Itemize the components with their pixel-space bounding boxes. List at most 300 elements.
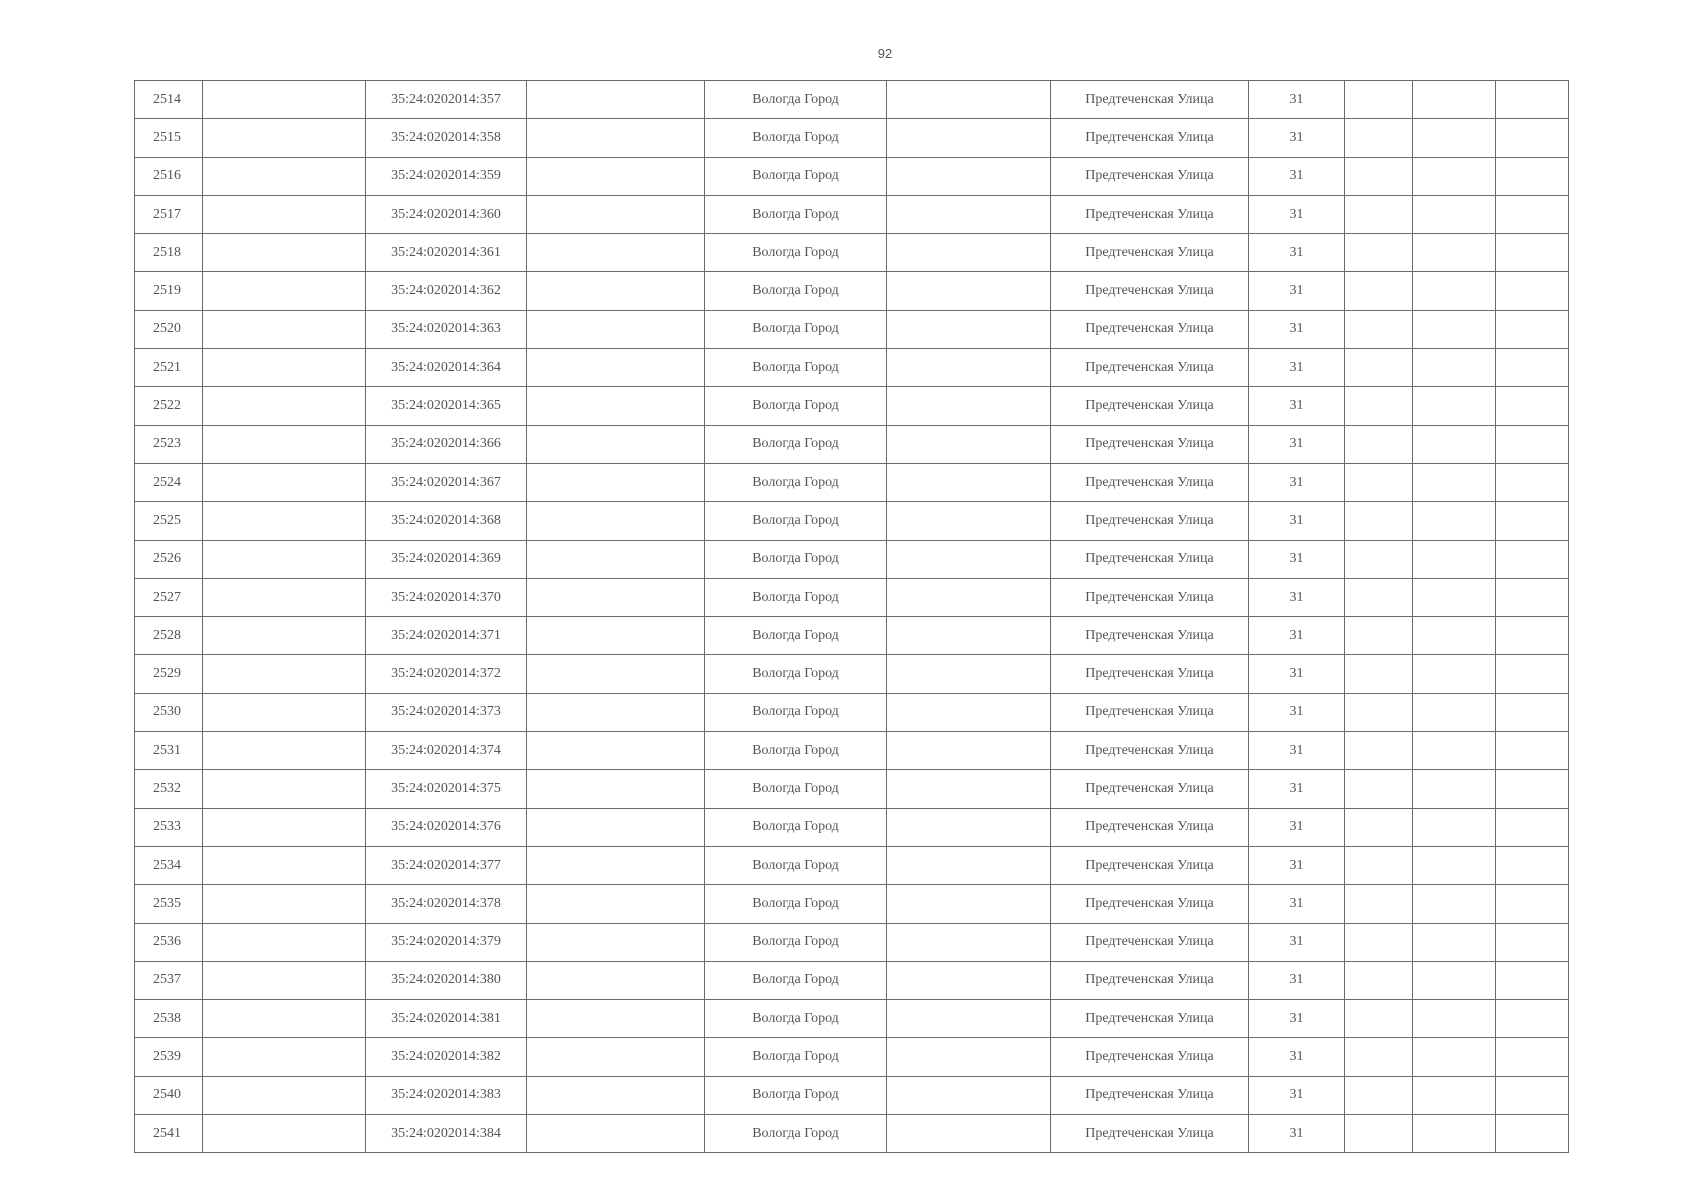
house-number-cell: 31	[1249, 234, 1345, 272]
empty-cell	[1496, 655, 1569, 693]
empty-cell	[1496, 617, 1569, 655]
empty-cell	[887, 885, 1051, 923]
city-cell: Вологда Город	[705, 1038, 887, 1076]
empty-cell	[1345, 770, 1413, 808]
row-number-cell: 2530	[135, 693, 203, 731]
empty-cell	[1496, 808, 1569, 846]
cadastral-number-cell: 35:24:0202014:380	[366, 961, 527, 999]
empty-cell	[1496, 846, 1569, 884]
house-number-cell: 31	[1249, 387, 1345, 425]
empty-cell	[887, 272, 1051, 310]
empty-cell	[203, 81, 366, 119]
empty-cell	[1496, 770, 1569, 808]
row-number-cell: 2539	[135, 1038, 203, 1076]
empty-cell	[1496, 1076, 1569, 1114]
street-cell: Предтеченская Улица	[1051, 732, 1249, 770]
row-number-cell: 2540	[135, 1076, 203, 1114]
empty-cell	[203, 540, 366, 578]
empty-cell	[527, 1000, 705, 1038]
empty-cell	[1413, 923, 1496, 961]
empty-cell	[203, 349, 366, 387]
empty-cell	[887, 846, 1051, 884]
empty-cell	[1345, 732, 1413, 770]
empty-cell	[1413, 463, 1496, 501]
cadastral-number-cell: 35:24:0202014:357	[366, 81, 527, 119]
empty-cell	[527, 655, 705, 693]
empty-cell	[203, 1000, 366, 1038]
cadastral-number-cell: 35:24:0202014:369	[366, 540, 527, 578]
street-cell: Предтеченская Улица	[1051, 578, 1249, 616]
city-cell: Вологда Город	[705, 655, 887, 693]
city-cell: Вологда Город	[705, 387, 887, 425]
street-cell: Предтеченская Улица	[1051, 195, 1249, 233]
empty-cell	[887, 425, 1051, 463]
empty-cell	[203, 617, 366, 655]
page-number: 92	[877, 46, 893, 61]
empty-cell	[1345, 617, 1413, 655]
empty-cell	[1496, 578, 1569, 616]
empty-cell	[1345, 463, 1413, 501]
empty-cell	[203, 234, 366, 272]
empty-cell	[527, 81, 705, 119]
cadastral-number-cell: 35:24:0202014:370	[366, 578, 527, 616]
empty-cell	[527, 157, 705, 195]
cadastral-number-cell: 35:24:0202014:384	[366, 1115, 527, 1153]
cadastral-number-cell: 35:24:0202014:378	[366, 885, 527, 923]
street-cell: Предтеченская Улица	[1051, 157, 1249, 195]
empty-cell	[527, 425, 705, 463]
empty-cell	[1496, 349, 1569, 387]
row-number-cell: 2514	[135, 81, 203, 119]
street-cell: Предтеченская Улица	[1051, 846, 1249, 884]
empty-cell	[1413, 655, 1496, 693]
empty-cell	[1345, 387, 1413, 425]
street-cell: Предтеченская Улица	[1051, 119, 1249, 157]
empty-cell	[527, 578, 705, 616]
row-number-cell: 2537	[135, 961, 203, 999]
empty-cell	[1496, 119, 1569, 157]
house-number-cell: 31	[1249, 885, 1345, 923]
table-row	[135, 732, 1569, 770]
empty-cell	[1496, 961, 1569, 999]
empty-cell	[203, 1076, 366, 1114]
empty-cell	[527, 502, 705, 540]
cadastral-number-cell: 35:24:0202014:373	[366, 693, 527, 731]
empty-cell	[203, 157, 366, 195]
cadastral-number-cell: 35:24:0202014:363	[366, 310, 527, 348]
row-number-cell: 2515	[135, 119, 203, 157]
empty-cell	[1413, 732, 1496, 770]
empty-cell	[203, 961, 366, 999]
row-number-cell: 2536	[135, 923, 203, 961]
house-number-cell: 31	[1249, 310, 1345, 348]
empty-cell	[1413, 693, 1496, 731]
empty-cell	[203, 693, 366, 731]
empty-cell	[1345, 502, 1413, 540]
table-body	[135, 81, 1569, 1153]
city-cell: Вологда Город	[705, 540, 887, 578]
city-cell: Вологда Город	[705, 310, 887, 348]
empty-cell	[1345, 923, 1413, 961]
empty-cell	[887, 578, 1051, 616]
street-cell: Предтеченская Улица	[1051, 885, 1249, 923]
empty-cell	[887, 387, 1051, 425]
empty-cell	[1413, 1000, 1496, 1038]
cadastral-number-cell: 35:24:0202014:366	[366, 425, 527, 463]
empty-cell	[887, 234, 1051, 272]
house-number-cell: 31	[1249, 349, 1345, 387]
street-cell: Предтеченская Улица	[1051, 272, 1249, 310]
house-number-cell: 31	[1249, 195, 1345, 233]
empty-cell	[203, 808, 366, 846]
house-number-cell: 31	[1249, 923, 1345, 961]
street-cell: Предтеченская Улица	[1051, 923, 1249, 961]
city-cell: Вологда Город	[705, 234, 887, 272]
empty-cell	[1345, 540, 1413, 578]
house-number-cell: 31	[1249, 617, 1345, 655]
street-cell: Предтеченская Улица	[1051, 349, 1249, 387]
empty-cell	[527, 119, 705, 157]
empty-cell	[887, 923, 1051, 961]
empty-cell	[887, 808, 1051, 846]
empty-cell	[1413, 1076, 1496, 1114]
row-number-cell: 2525	[135, 502, 203, 540]
empty-cell	[887, 81, 1051, 119]
city-cell: Вологда Город	[705, 961, 887, 999]
empty-cell	[1413, 119, 1496, 157]
empty-cell	[203, 770, 366, 808]
empty-cell	[1413, 617, 1496, 655]
street-cell: Предтеченская Улица	[1051, 617, 1249, 655]
city-cell: Вологда Город	[705, 425, 887, 463]
empty-cell	[527, 310, 705, 348]
house-number-cell: 31	[1249, 425, 1345, 463]
empty-cell	[203, 387, 366, 425]
empty-cell	[1345, 195, 1413, 233]
row-number-cell: 2534	[135, 846, 203, 884]
row-number-cell: 2518	[135, 234, 203, 272]
table-row	[135, 502, 1569, 540]
empty-cell	[1345, 119, 1413, 157]
empty-cell	[527, 1115, 705, 1153]
empty-cell	[887, 732, 1051, 770]
empty-cell	[887, 1076, 1051, 1114]
empty-cell	[1413, 578, 1496, 616]
empty-cell	[203, 463, 366, 501]
table-row	[135, 157, 1569, 195]
house-number-cell: 31	[1249, 119, 1345, 157]
empty-cell	[203, 502, 366, 540]
empty-cell	[1345, 885, 1413, 923]
row-number-cell: 2528	[135, 617, 203, 655]
empty-cell	[1496, 157, 1569, 195]
street-cell: Предтеченская Улица	[1051, 502, 1249, 540]
row-number-cell: 2517	[135, 195, 203, 233]
empty-cell	[887, 617, 1051, 655]
row-number-cell: 2535	[135, 885, 203, 923]
city-cell: Вологда Город	[705, 808, 887, 846]
table-row	[135, 119, 1569, 157]
street-cell: Предтеченская Улица	[1051, 1115, 1249, 1153]
cadastral-number-cell: 35:24:0202014:381	[366, 1000, 527, 1038]
street-cell: Предтеченская Улица	[1051, 463, 1249, 501]
table-row	[135, 655, 1569, 693]
row-number-cell: 2523	[135, 425, 203, 463]
empty-cell	[1496, 195, 1569, 233]
empty-cell	[203, 655, 366, 693]
city-cell: Вологда Город	[705, 617, 887, 655]
empty-cell	[1345, 349, 1413, 387]
empty-cell	[887, 1115, 1051, 1153]
table-row	[135, 425, 1569, 463]
empty-cell	[887, 770, 1051, 808]
empty-cell	[1413, 349, 1496, 387]
row-number-cell: 2519	[135, 272, 203, 310]
house-number-cell: 31	[1249, 578, 1345, 616]
house-number-cell: 31	[1249, 693, 1345, 731]
house-number-cell: 31	[1249, 1115, 1345, 1153]
table-row	[135, 463, 1569, 501]
cadastral-number-cell: 35:24:0202014:375	[366, 770, 527, 808]
empty-cell	[887, 157, 1051, 195]
empty-cell	[1345, 1115, 1413, 1153]
table-row	[135, 808, 1569, 846]
street-cell: Предтеченская Улица	[1051, 693, 1249, 731]
empty-cell	[1345, 157, 1413, 195]
empty-cell	[1496, 1000, 1569, 1038]
empty-cell	[887, 310, 1051, 348]
city-cell: Вологда Город	[705, 463, 887, 501]
cadastral-number-cell: 35:24:0202014:360	[366, 195, 527, 233]
table-row	[135, 961, 1569, 999]
empty-cell	[527, 234, 705, 272]
empty-cell	[1413, 387, 1496, 425]
empty-cell	[887, 502, 1051, 540]
empty-cell	[1413, 81, 1496, 119]
table-row	[135, 310, 1569, 348]
empty-cell	[1345, 1038, 1413, 1076]
empty-cell	[203, 195, 366, 233]
table-row	[135, 770, 1569, 808]
row-number-cell: 2520	[135, 310, 203, 348]
table-row	[135, 1038, 1569, 1076]
cadastral-number-cell: 35:24:0202014:377	[366, 846, 527, 884]
street-cell: Предтеченская Улица	[1051, 234, 1249, 272]
empty-cell	[527, 195, 705, 233]
empty-cell	[527, 808, 705, 846]
table-row	[135, 923, 1569, 961]
empty-cell	[887, 195, 1051, 233]
empty-cell	[887, 1038, 1051, 1076]
table-row	[135, 387, 1569, 425]
empty-cell	[203, 272, 366, 310]
table-row	[135, 846, 1569, 884]
city-cell: Вологда Город	[705, 272, 887, 310]
empty-cell	[1345, 655, 1413, 693]
row-number-cell: 2516	[135, 157, 203, 195]
empty-cell	[527, 961, 705, 999]
cadastral-number-cell: 35:24:0202014:362	[366, 272, 527, 310]
empty-cell	[203, 425, 366, 463]
city-cell: Вологда Город	[705, 732, 887, 770]
empty-cell	[527, 1076, 705, 1114]
empty-cell	[1496, 272, 1569, 310]
cadastral-number-cell: 35:24:0202014:365	[366, 387, 527, 425]
empty-cell	[203, 119, 366, 157]
table-row	[135, 272, 1569, 310]
city-cell: Вологда Город	[705, 119, 887, 157]
table-row	[135, 1076, 1569, 1114]
empty-cell	[1345, 272, 1413, 310]
empty-cell	[1413, 808, 1496, 846]
empty-cell	[887, 693, 1051, 731]
empty-cell	[887, 463, 1051, 501]
street-cell: Предтеченская Улица	[1051, 425, 1249, 463]
empty-cell	[1345, 1076, 1413, 1114]
house-number-cell: 31	[1249, 655, 1345, 693]
house-number-cell: 31	[1249, 961, 1345, 999]
street-cell: Предтеченская Улица	[1051, 81, 1249, 119]
empty-cell	[1345, 846, 1413, 884]
city-cell: Вологда Город	[705, 1000, 887, 1038]
empty-cell	[527, 846, 705, 884]
cadastral-number-cell: 35:24:0202014:359	[366, 157, 527, 195]
empty-cell	[1345, 81, 1413, 119]
empty-cell	[1345, 234, 1413, 272]
empty-cell	[1496, 540, 1569, 578]
empty-cell	[1496, 463, 1569, 501]
empty-cell	[1496, 425, 1569, 463]
empty-cell	[527, 1038, 705, 1076]
empty-cell	[527, 463, 705, 501]
empty-cell	[527, 387, 705, 425]
city-cell: Вологда Город	[705, 1076, 887, 1114]
empty-cell	[203, 732, 366, 770]
empty-cell	[887, 655, 1051, 693]
empty-cell	[1413, 502, 1496, 540]
street-cell: Предтеченская Улица	[1051, 540, 1249, 578]
street-cell: Предтеченская Улица	[1051, 655, 1249, 693]
house-number-cell: 31	[1249, 770, 1345, 808]
empty-cell	[1345, 961, 1413, 999]
empty-cell	[1345, 693, 1413, 731]
empty-cell	[1345, 808, 1413, 846]
empty-cell	[1413, 310, 1496, 348]
cadastral-number-cell: 35:24:0202014:371	[366, 617, 527, 655]
house-number-cell: 31	[1249, 1076, 1345, 1114]
cadastral-number-cell: 35:24:0202014:376	[366, 808, 527, 846]
empty-cell	[203, 310, 366, 348]
house-number-cell: 31	[1249, 540, 1345, 578]
empty-cell	[1496, 310, 1569, 348]
empty-cell	[527, 732, 705, 770]
empty-cell	[1496, 693, 1569, 731]
empty-cell	[1496, 732, 1569, 770]
house-number-cell: 31	[1249, 502, 1345, 540]
empty-cell	[887, 119, 1051, 157]
empty-cell	[1496, 1115, 1569, 1153]
street-cell: Предтеченская Улица	[1051, 1038, 1249, 1076]
empty-cell	[887, 961, 1051, 999]
city-cell: Вологда Город	[705, 770, 887, 808]
empty-cell	[527, 923, 705, 961]
empty-cell	[527, 770, 705, 808]
empty-cell	[1413, 770, 1496, 808]
cadastral-number-cell: 35:24:0202014:372	[366, 655, 527, 693]
table-row	[135, 234, 1569, 272]
house-number-cell: 31	[1249, 1038, 1345, 1076]
city-cell: Вологда Город	[705, 693, 887, 731]
house-number-cell: 31	[1249, 272, 1345, 310]
table-row	[135, 693, 1569, 731]
street-cell: Предтеченская Улица	[1051, 770, 1249, 808]
registry-table	[134, 80, 1569, 1153]
table-row	[135, 1000, 1569, 1038]
empty-cell	[1496, 1038, 1569, 1076]
empty-cell	[1413, 157, 1496, 195]
table-row	[135, 195, 1569, 233]
row-number-cell: 2532	[135, 770, 203, 808]
empty-cell	[1496, 923, 1569, 961]
house-number-cell: 31	[1249, 732, 1345, 770]
table-row	[135, 578, 1569, 616]
empty-cell	[1496, 387, 1569, 425]
street-cell: Предтеченская Улица	[1051, 310, 1249, 348]
city-cell: Вологда Город	[705, 923, 887, 961]
house-number-cell: 31	[1249, 808, 1345, 846]
table-row	[135, 349, 1569, 387]
empty-cell	[1413, 846, 1496, 884]
city-cell: Вологда Город	[705, 195, 887, 233]
empty-cell	[1413, 272, 1496, 310]
empty-cell	[1413, 234, 1496, 272]
cadastral-number-cell: 35:24:0202014:367	[366, 463, 527, 501]
house-number-cell: 31	[1249, 463, 1345, 501]
row-number-cell: 2541	[135, 1115, 203, 1153]
empty-cell	[1496, 81, 1569, 119]
empty-cell	[1413, 425, 1496, 463]
empty-cell	[1345, 578, 1413, 616]
city-cell: Вологда Город	[705, 885, 887, 923]
empty-cell	[1413, 1038, 1496, 1076]
empty-cell	[527, 272, 705, 310]
row-number-cell: 2524	[135, 463, 203, 501]
empty-cell	[527, 693, 705, 731]
cadastral-number-cell: 35:24:0202014:368	[366, 502, 527, 540]
empty-cell	[527, 349, 705, 387]
row-number-cell: 2538	[135, 1000, 203, 1038]
empty-cell	[203, 846, 366, 884]
empty-cell	[1413, 885, 1496, 923]
city-cell: Вологда Город	[705, 846, 887, 884]
table-row	[135, 540, 1569, 578]
empty-cell	[1413, 1115, 1496, 1153]
empty-cell	[203, 923, 366, 961]
table-row	[135, 617, 1569, 655]
cadastral-number-cell: 35:24:0202014:383	[366, 1076, 527, 1114]
empty-cell	[1345, 425, 1413, 463]
cadastral-number-cell: 35:24:0202014:382	[366, 1038, 527, 1076]
empty-cell	[527, 885, 705, 923]
empty-cell	[203, 578, 366, 616]
row-number-cell: 2527	[135, 578, 203, 616]
empty-cell	[887, 1000, 1051, 1038]
cadastral-number-cell: 35:24:0202014:379	[366, 923, 527, 961]
empty-cell	[1345, 1000, 1413, 1038]
empty-cell	[1345, 310, 1413, 348]
empty-cell	[527, 540, 705, 578]
house-number-cell: 31	[1249, 81, 1345, 119]
